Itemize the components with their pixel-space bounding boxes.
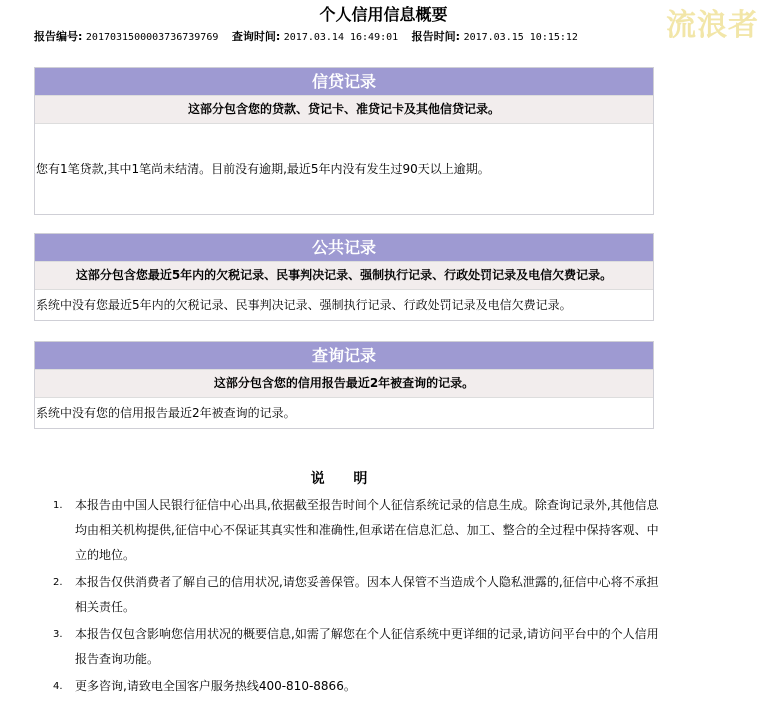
notes-list: [50, 493, 665, 701]
notes-item-number: 3.: [53, 629, 63, 640]
credit-record-body: 您有1笔贷款,其中1笔尚未结清。目前没有逾期,最近5年内没有发生过90天以上逾期。: [36, 162, 490, 176]
report-time-value: 2017.03.15 10:15:12: [463, 32, 578, 43]
notes-item-text: 本报告仅供消费者了解自己的信用状况,请您妥善保管。因本人保管不当造成个人隐私泄露的,征信中心将不承担相关责任。: [75, 575, 659, 614]
query-record-subtitle: 这部分包含您的信用报告最近2年被查询的记录。: [35, 369, 653, 398]
report-meta: [34, 28, 588, 44]
report-no-label: 报告编号:: [34, 30, 83, 43]
notes-item-text: 更多咨询,请致电全国客户服务热线400-810-8866。: [75, 679, 356, 693]
notes-item-number: 4.: [53, 681, 63, 692]
notes-item-number: 1.: [53, 500, 63, 511]
query-record-title: 查询记录: [35, 342, 653, 369]
notes-title: 说 明: [310, 471, 380, 487]
public-record-title: 公共记录: [35, 234, 653, 261]
public-record-subtitle: 这部分包含您最近5年内的欠税记录、民事判决记录、强制执行记录、行政处罚记录及电信欠费记录。: [35, 261, 653, 290]
notes-item: [50, 570, 665, 620]
notes-item: [50, 493, 665, 568]
credit-record-subtitle: 这部分包含您的贷款、贷记卡、准贷记卡及其他信贷记录。: [35, 95, 653, 124]
notes-item-text: 本报告由中国人民银行征信中心出具,依据截至报告时间个人征信系统记录的信息生成。除查询记录外,其他信息均由相关机构提供,征信中心不保证其真实性和准确性,但承诺在信息汇总、加工、整合的全过程中保持客观、中立的地位。: [75, 498, 659, 562]
notes-item-number: 2.: [53, 577, 63, 588]
page-title: 个人信用信息概要: [319, 5, 448, 24]
query-record-body: 系统中没有您的信用报告最近2年被查询的记录。: [36, 406, 296, 420]
credit-record-section: [34, 67, 654, 215]
notes-item-text: 本报告仅包含影响您信用状况的概要信息,如需了解您在个人征信系统中更详细的记录,请访问平台中的个人信用报告查询功能。: [75, 627, 659, 666]
public-record-section: [34, 233, 654, 321]
notes-item: [50, 674, 665, 699]
public-record-body: 系统中没有您最近5年内的欠税记录、民事判决记录、强制执行记录、行政处罚记录及电信欠费记录。: [36, 298, 572, 312]
report-time-label: 报告时间:: [411, 30, 461, 43]
query-time-label: 查询时间:: [231, 30, 281, 43]
notes-item: [50, 622, 665, 672]
report-no-value: 2017031500003736739769: [85, 32, 219, 43]
watermark-logo: 流浪者: [666, 8, 759, 43]
query-time-value: 2017.03.14 16:49:01: [283, 32, 399, 43]
credit-record-title: 信贷记录: [35, 68, 653, 95]
query-record-section: [34, 341, 654, 429]
